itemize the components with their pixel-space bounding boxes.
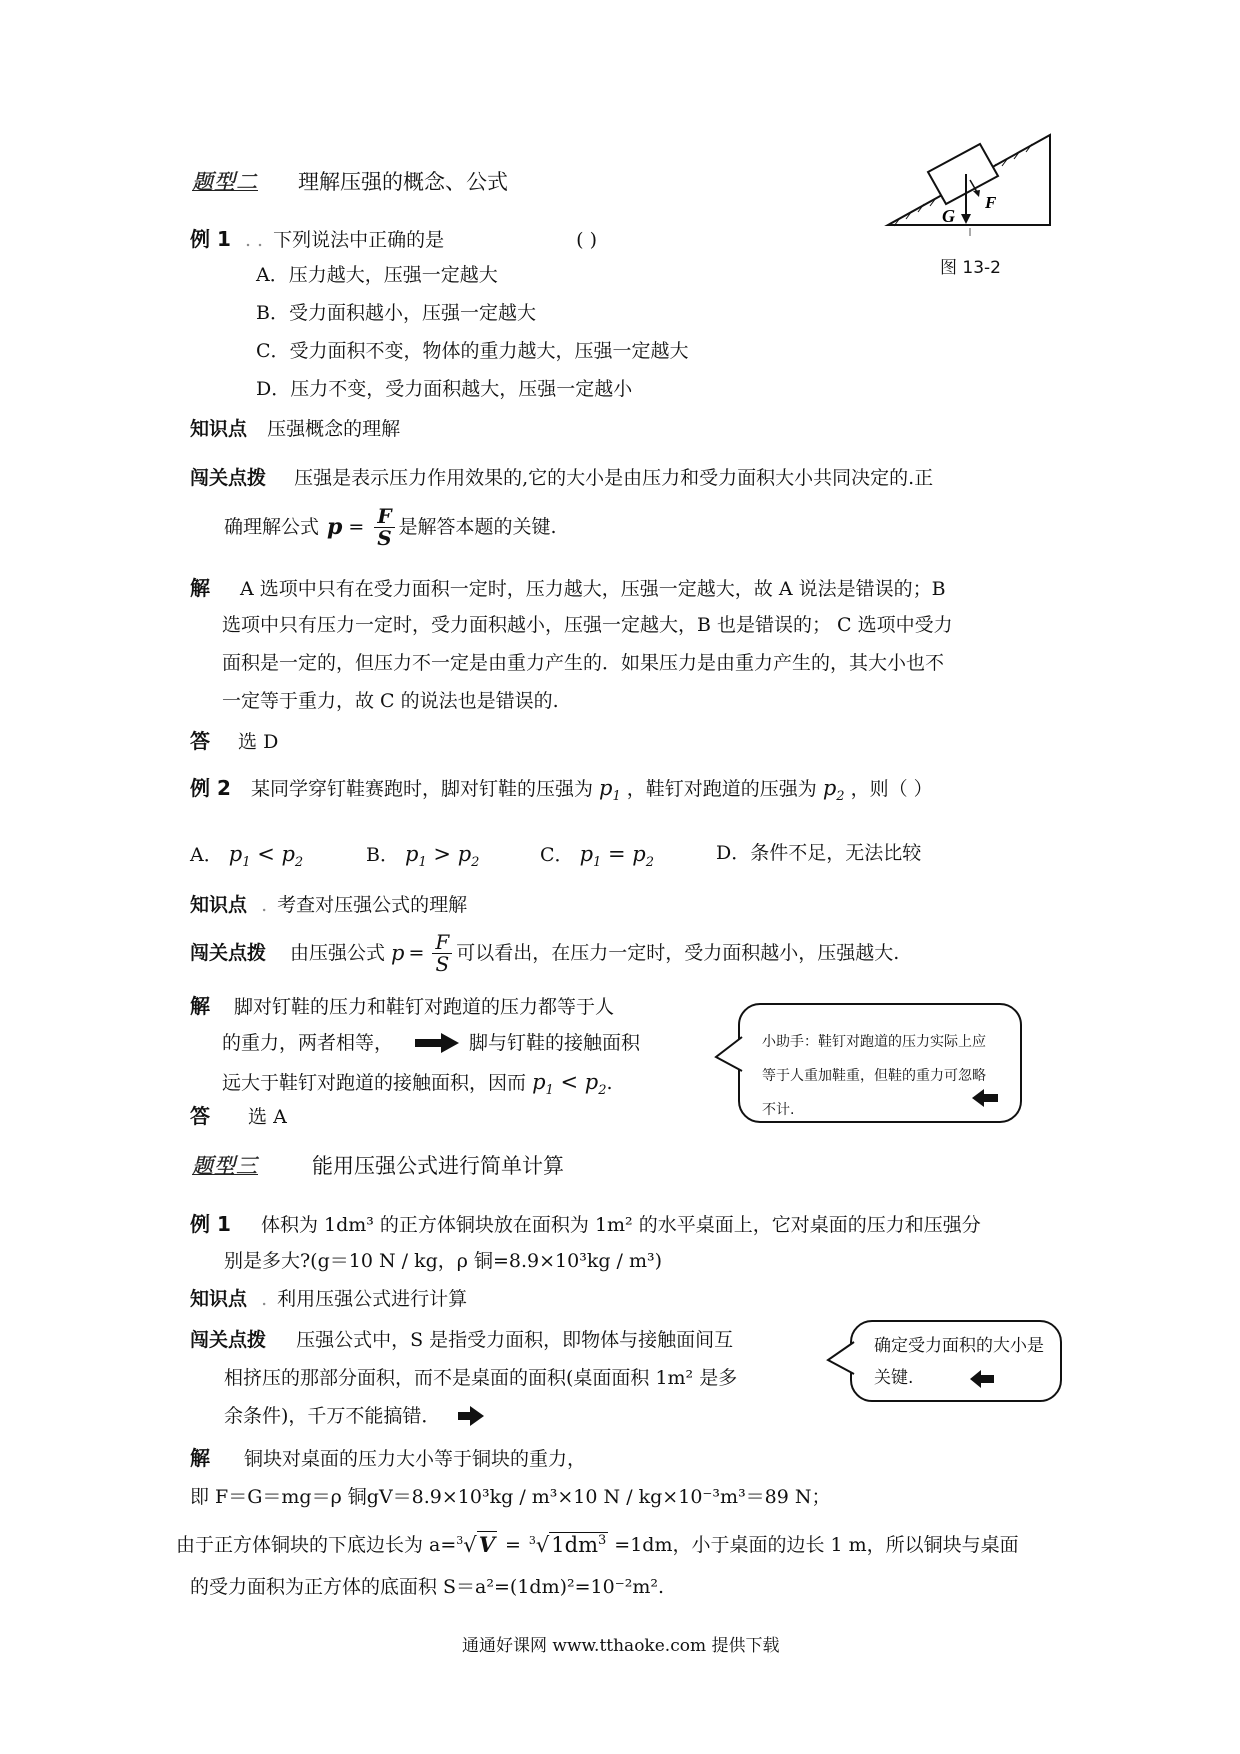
option-d: D．条件不足，无法比较 — [716, 842, 922, 864]
knowledge-point-label: 知识点 — [190, 894, 248, 916]
tip-line: 由压强公式 — [290, 942, 386, 965]
helper-bubble-text: 确定受力面积的大小是关键. — [874, 1336, 1044, 1388]
knowledge-point-text: 利用压强公式进行计算 — [277, 1288, 468, 1310]
knowledge-point-label: 知识点 — [190, 418, 248, 440]
bubble-tail — [826, 1340, 856, 1378]
answer-label: 答 — [190, 1104, 210, 1128]
tip-line: 确理解公式 — [224, 516, 320, 539]
cube-root-1dm3: $^3√1dm^3$ — [528, 1532, 607, 1557]
knowledge-point-label: 知识点 — [190, 1288, 248, 1310]
helper-bubble — [738, 1003, 1022, 1123]
answer-text: 选 A — [248, 1106, 287, 1128]
knowledge-point-text: 考查对压强公式的理解 — [277, 894, 468, 916]
example-label: 例 1 — [190, 227, 231, 251]
section-type-icon: 题型二 — [192, 170, 258, 194]
cube-root-v: $^3$√V — [456, 1532, 495, 1557]
solution-line: 由于正方体铜块的下底边长为 a= — [176, 1533, 457, 1556]
formula-fraction: $\frac{F}{S}$ — [374, 506, 394, 549]
solution-line: 的受力面积为正方体的底面积 S＝a²=(1dm)²=10⁻²m². — [190, 1576, 665, 1598]
helper-bubble — [850, 1320, 1062, 1402]
tip-label: 闯关点拨 — [190, 467, 267, 489]
option-c: C． — [540, 844, 574, 866]
section-title: 理解压强的概念、公式 — [298, 170, 509, 194]
solution-line: 脚与钉鞋的接触面积 — [469, 1032, 641, 1054]
solution-line: A 选项中只有在受力面积一定时，压力越大，压强一定越大，故 A 说法是错误的；B — [240, 578, 946, 600]
answer-label: 答 — [190, 729, 210, 753]
solution-line: 一定等于重力，故 C 的说法也是错误的. — [222, 690, 559, 712]
tip-line: 相挤压的那部分面积，而不是桌面的面积(桌面面积 1m² 是多 — [224, 1367, 738, 1389]
example-stem: 下列说法中正确的是 — [273, 229, 445, 251]
section-type-icon: 题型三 — [192, 1154, 258, 1178]
right-arrow-icon — [415, 1033, 459, 1053]
incline-figure — [880, 130, 1060, 240]
example-stem: ，鞋钉对跑道的压强为 — [626, 778, 817, 800]
bubble-tail — [714, 1035, 744, 1075]
figure-caption: 图 13-2 — [940, 258, 1001, 278]
example-stem: 体积为 1dm³ 的正方体铜块放在面积为 1m² 的水平桌面上，它对桌面的压力和压强分 — [260, 1214, 981, 1236]
answer-text: 选 D — [238, 731, 279, 753]
example-label: 例 1 — [190, 1212, 231, 1236]
option-b: B．受力面积越小，压强一定越大 — [256, 302, 536, 324]
example-stem: 某同学穿钉鞋赛跑时，脚对钉鞋的压强为 — [250, 778, 593, 800]
tip-line: 压强公式中，S 是指受力面积，即物体与接触面间互 — [296, 1329, 734, 1351]
example-stem: ，则（ ） — [850, 778, 933, 800]
formula-fraction: $\frac{F}{S}$ — [432, 932, 452, 975]
tip-line: 余条件)，千万不能搞错． — [224, 1405, 441, 1427]
solution-line: =1dm，小于桌面的边长 1 m，所以铜块与桌面 — [614, 1533, 1019, 1556]
example-label: 例 2 — [190, 776, 231, 800]
figure-label-g: G — [942, 206, 955, 226]
left-arrow-icon — [970, 1370, 994, 1388]
option-d: D．压力不变，受力面积越大，压强一定越小 — [256, 378, 633, 400]
option-a: A．压力越大，压强一定越大 — [256, 264, 498, 286]
option-a: A． — [190, 844, 223, 866]
solution-label: 解 — [190, 994, 210, 1018]
solution-label: 解 — [190, 1446, 210, 1470]
section-title: 能用压强公式进行简单计算 — [312, 1154, 565, 1178]
figure-label-f: F — [985, 193, 997, 212]
solution-line: 铜块对桌面的压力大小等于铜块的重力， — [244, 1448, 587, 1470]
solution-line: 远大于鞋钉对跑道的接触面积，因而 — [222, 1072, 527, 1094]
right-arrow-icon — [458, 1406, 484, 1426]
solution-label: 解 — [190, 576, 210, 600]
tip-label: 闯关点拨 — [190, 1329, 267, 1351]
helper-bubble-text: 小助手：鞋钉对跑道的压力实际上应等于人重加鞋重，但鞋的重力可忽略不计. — [762, 1034, 986, 1118]
solution-line: 选项中只有压力一定时，受力面积越小，压强一定越大，B 也是错误的； C 选项中受力 — [222, 614, 953, 636]
tip-line: 是解答本题的关键. — [398, 516, 557, 539]
tip-line: 可以看出，在压力一定时，受力面积越小，压强越大. — [456, 942, 900, 965]
solution-line: 脚对钉鞋的压力和鞋钉对跑道的压力都等于人 — [234, 996, 615, 1018]
solution-line: 面积是一定的，但压力不一定是由重力产生的．如果压力是由重力产生的，其大小也不 — [222, 652, 945, 674]
option-b: B． — [366, 844, 399, 866]
left-arrow-icon — [972, 1089, 998, 1107]
tip-line: 压强是表示压力作用效果的,它的大小是由压力和受力面积大小共同决定的.正 — [294, 467, 934, 489]
example-stem: 别是多大?(g＝10 N / kg，ρ 铜=8.9×10³kg / m³) — [224, 1250, 663, 1272]
option-c: C．受力面积不变，物体的重力越大，压强一定越大 — [256, 340, 689, 362]
knowledge-point-text: 压强概念的理解 — [267, 418, 401, 440]
answer-blank: ( ) — [576, 229, 598, 251]
page-footer: 通通好课网 www.tthaoke.com 提供下载 — [462, 1636, 780, 1656]
solution-line: 即 F＝G＝mg＝ρ 铜gV＝8.9×10³kg / m³×10 N / kg×10⁻³m³＝89 N； — [190, 1486, 831, 1508]
formula-p: p — [327, 514, 343, 541]
tip-label: 闯关点拨 — [190, 942, 267, 965]
solution-line: 的重力，两者相等， — [222, 1032, 394, 1054]
